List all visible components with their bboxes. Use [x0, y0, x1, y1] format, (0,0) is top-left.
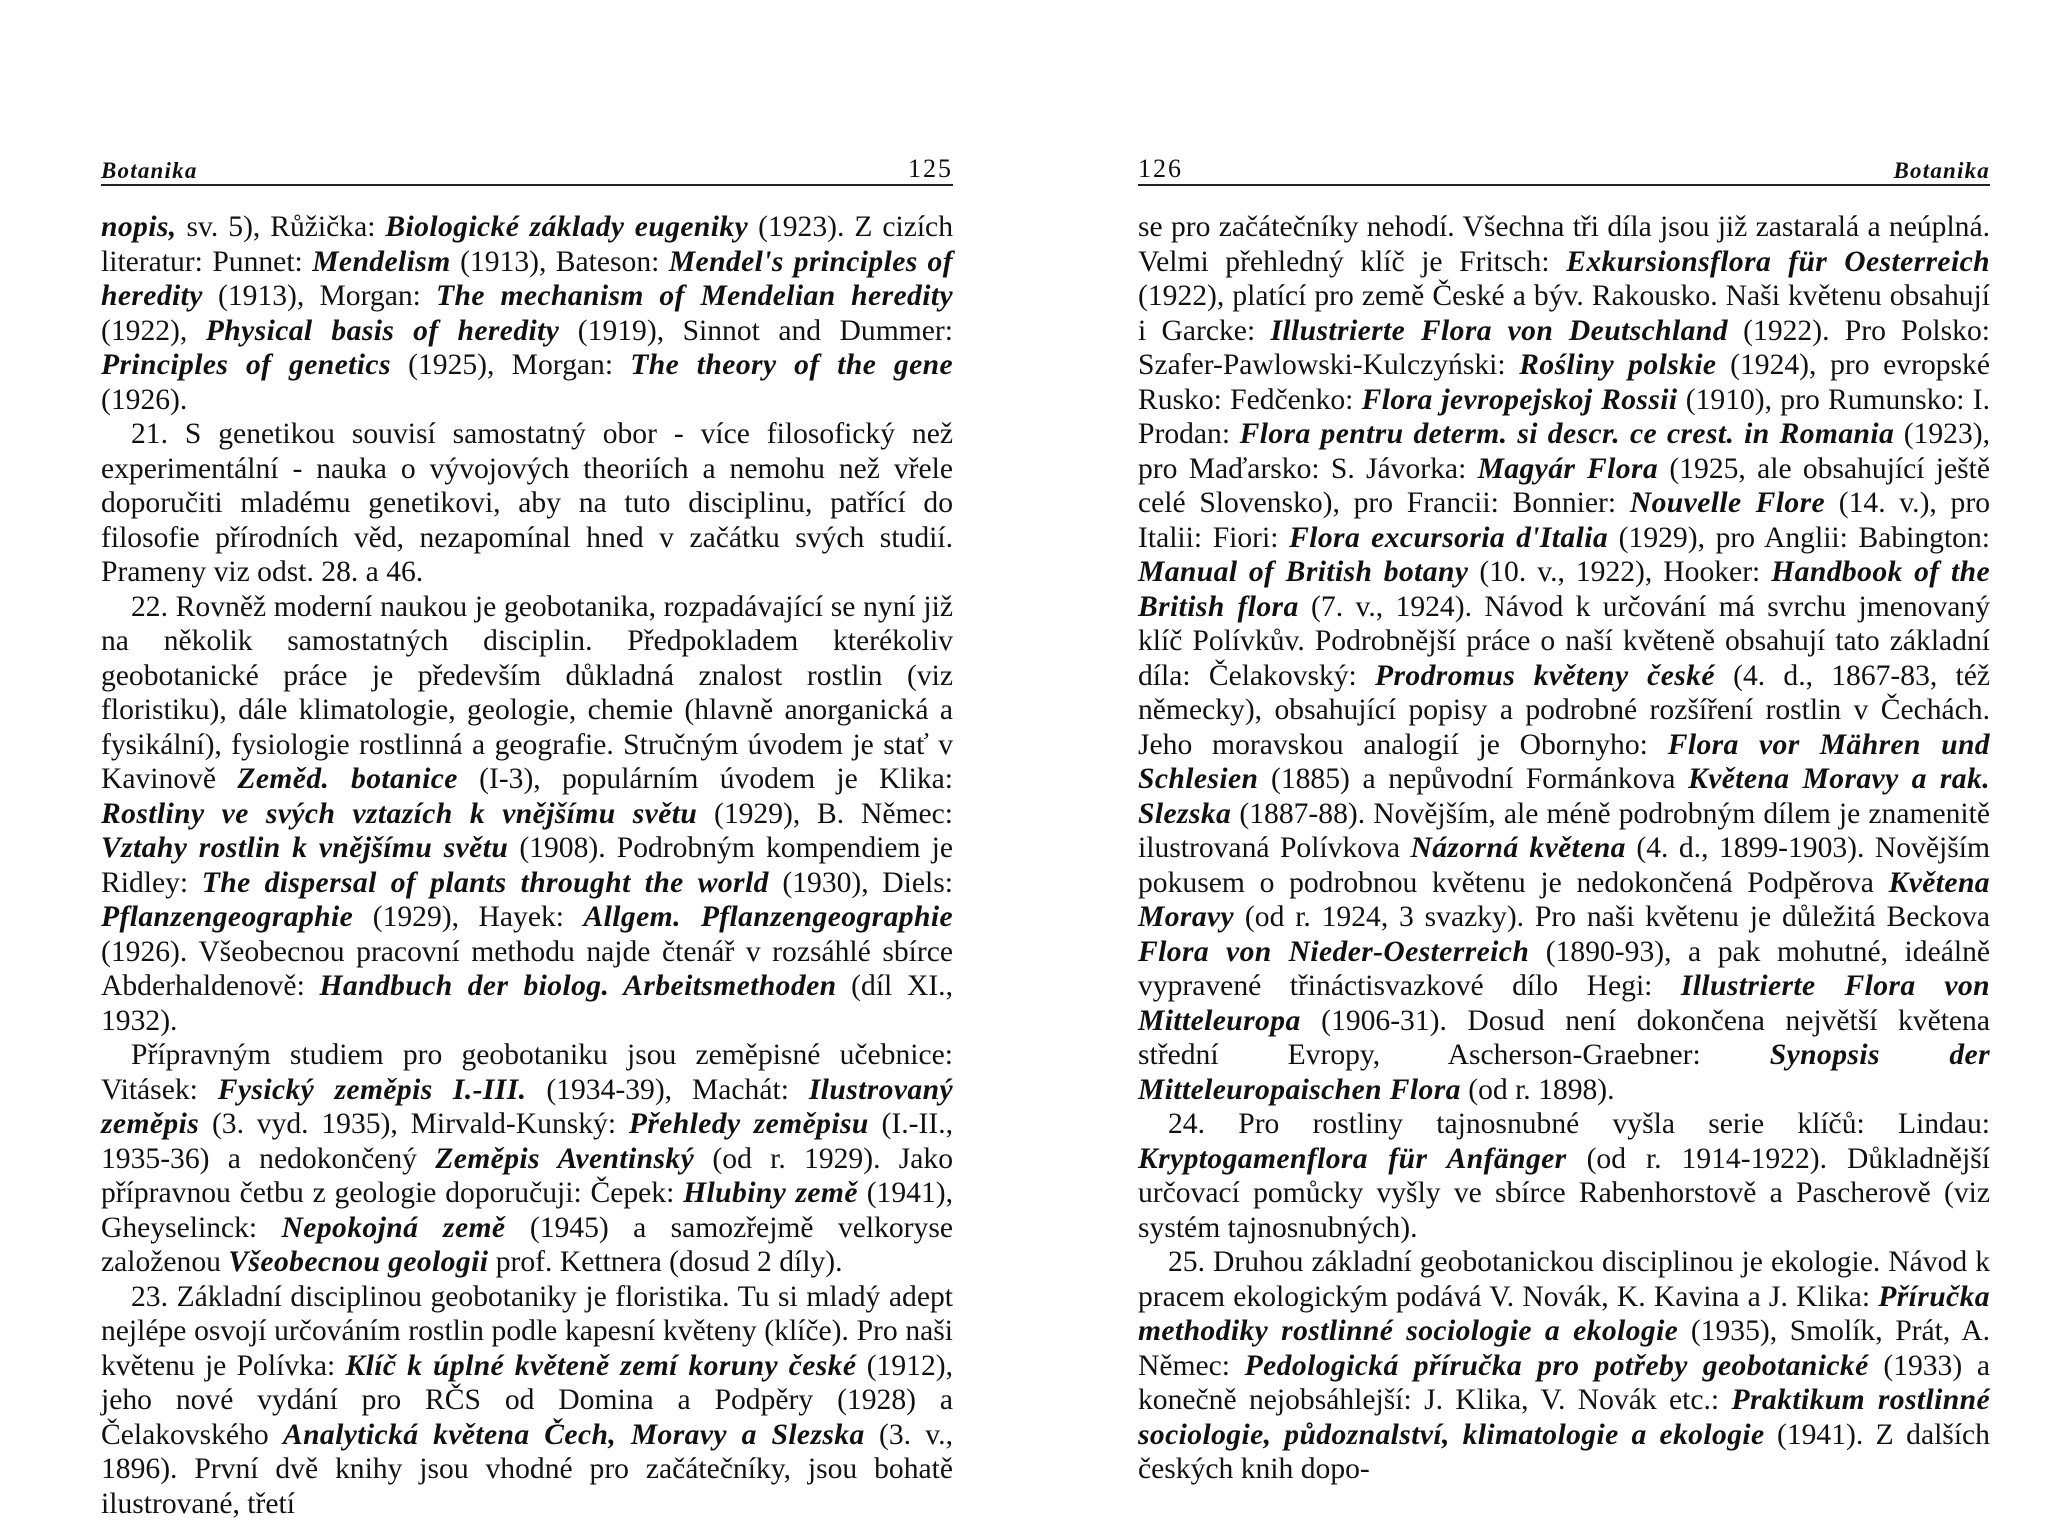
italic-title: Nepokojná země [282, 1212, 506, 1244]
italic-title: Analytická květena Čech, Moravy a Slezska [283, 1419, 865, 1451]
italic-title: Zeměd. botanice [237, 763, 457, 795]
text-run: (1926). [101, 384, 187, 416]
text-run: (1929), B. Němec: [697, 798, 953, 830]
italic-title: nopis, [101, 211, 177, 243]
text-run: (1924), pro evropské Rusko: Fedčenko: [1138, 349, 1990, 416]
italic-title: Physical basis of heredity [206, 315, 560, 347]
italic-title: Handbuch der biolog. Arbeitsmethoden [320, 970, 837, 1002]
text-run: (I.-II., 1935-36) a nedokončený [101, 1108, 953, 1175]
text-run: (7. v., 1924). Návod k určování má svrchu jmenovaný klíč Polívkův. Podrobnější práce o naší květeně obsahují tato základní díla: Čelakovský: [1138, 591, 1990, 692]
italic-title: Fysický zeměpis I.-III. [218, 1074, 527, 1106]
text-run: (1912), jeho nové vydání pro RČS od Domina a Podpěry (1928) a Čelakovského [101, 1350, 953, 1451]
italic-title: Prodromus květeny české [1375, 660, 1715, 692]
italic-title: Klíč k úplné květeně zemí koruny české [346, 1350, 857, 1382]
text-run: (3. v., 1896). První dvě knihy jsou vhodné pro začátečníky, jsou bohatě ilustrované, třetí [101, 1419, 953, 1520]
text-run: 22. Rovněž moderní naukou je geobotanika, rozpadávající se nyní již na několik samostatných disciplin. Předpokladem kterékoliv geobotanické práce je především důkladná znalost rostlin (viz floristiku), dále klimatologie, geologie, chemie (hlavně anorganická a fysikální), fysiologie rostlinná a geografie. Stručným úvodem je stať v Kavinově [101, 591, 953, 796]
text-run: prof. Kettnera (dosud 2 díly). [488, 1246, 842, 1278]
text-run: (1913), Morgan: [203, 280, 436, 312]
text-run: sv. 5), Růžička: [177, 211, 386, 243]
text-run: 21. S genetikou souvisí samostatný obor - více filosofický než experimentální - nauka o vývojových theoriích a nemohu než vřele doporučiti mladému genetikovi, aby na tuto disciplinu, patřící do filosofie přírodních věd, nezapomínal hned v začátku svých studií. Prameny viz odst. 28. a 46. [101, 418, 953, 588]
text-run: (1906-31). Dosud není dokončena největší květena střední Evropy, Ascherson-Graebner: [1138, 1005, 1990, 1072]
text-run: (1935), Smolík, Prát, A. Němec: [1138, 1315, 1990, 1382]
body-text [101, 210, 953, 1521]
text-run: (1929), pro Anglii: Babington: [1608, 522, 1990, 554]
italic-title: Rostliny ve svých vztazích k vnějšímu světu [101, 798, 697, 830]
text-run: (4. d., 1899-1903). Novějším pokusem o podrobnou květenu je nedokončená Podpěrova [1138, 832, 1990, 899]
italic-title: Flora pentru determ. si descr. ce crest. in Romania [1240, 418, 1895, 450]
italic-title: Allgem. Pflanzengeographie [584, 901, 953, 933]
italic-title: Principles of genetics [101, 349, 391, 381]
text-run: (1910), pro Rumunsko: I. Prodan: [1138, 384, 1990, 451]
italic-title: Příručka methodiky rostlinné sociologie a ekologie [1138, 1281, 1990, 1348]
text-run: (1885) a nepůvodní Formánkova [1258, 763, 1688, 795]
text-run: (1930), Diels: [769, 867, 953, 899]
running-head [101, 148, 953, 186]
text-run: (díl XI., 1932). [101, 970, 953, 1037]
text-run: (od r. 1914-1922). Důkladnější určovací pomůcky vyšly ve sbírce Rabenhorstově a Pascherově (viz systém tajnosnubných). [1138, 1143, 1990, 1244]
italic-title: Pflanzengeographie [101, 901, 353, 933]
italic-title: Kryptogamenflora für Anfänger [1138, 1143, 1567, 1175]
italic-title: Zeměpis Aventinský [435, 1143, 694, 1175]
italic-title: Vztahy rostlin k vnějšímu světu [101, 832, 508, 864]
text-run: (I-3), populárním úvodem je Klika: [458, 763, 953, 795]
text-run: (1941), Gheyselinck: [101, 1177, 953, 1244]
page-number: 126 [1138, 154, 1183, 184]
text-run: (1945) a samozřejmě velkoryse založenou [101, 1212, 953, 1279]
text-run: (1887-88). Novějším, ale méně podrobným dílem je znamenitě ilustrovaná Polívkova [1138, 798, 1990, 865]
italic-title: Flora excursoria d'Italia [1289, 522, 1608, 554]
text-run: (1929), Hayek: [353, 901, 583, 933]
text-run: (1925, ale obsahující ještě celé Slovensko), pro Francii: Bonnier: [1138, 453, 1990, 520]
body-text [1138, 210, 1990, 1487]
text-run: (1933) a konečně nejobsáhlejší: J. Klika, V. Novák etc.: [1138, 1350, 1990, 1417]
text-run: (1926). Všeobecnou pracovní methodu najde čtenář v rozsáhlé sbírce Abderhaldenově: [101, 936, 953, 1003]
text-run: (1922). Pro Polsko: Szafer-Pawlowski-Kulczyński: [1138, 315, 1990, 382]
italic-title: Illustrierte Flora von Deutschland [1270, 315, 1727, 347]
italic-title: Synopsis der Mitteleuropaischen Flora [1138, 1039, 1990, 1106]
italic-title: Flora vor Mähren und Schlesien [1138, 729, 1990, 796]
text-run: (1934-39), Machát: [526, 1074, 808, 1106]
italic-title: Exkursionsflora für Oesterreich [1566, 246, 1990, 278]
text-run: 24. Pro rostliny tajnosnubné vyšla serie klíčů: Lindau: [1168, 1108, 1990, 1140]
paragraph [101, 590, 953, 1039]
text-run: (1923). Z cizích literatur: Punnet: [101, 211, 953, 278]
italic-title: Květena Moravy a rak. Slezska [1138, 763, 1990, 830]
italic-title: Illustrierte Flora von Mitteleuropa [1138, 970, 1990, 1037]
italic-title: Nouvelle Flore [1630, 487, 1825, 519]
italic-title: Pedologická příručka pro potřeby geobotanické [1245, 1350, 1869, 1382]
text-run: (1941). Z dalších českých knih dopo- [1138, 1419, 1990, 1486]
text-run: (1908). Podrobným kompendiem je Ridley: [101, 832, 953, 899]
section-title: Botanika [101, 158, 198, 184]
italic-title: Názorná květena [1410, 832, 1625, 864]
italic-title: Všeobecnou geologii [228, 1246, 488, 1278]
italic-title: Flora jevropejskoj Rossii [1362, 384, 1678, 416]
italic-title: Handbook of the British flora [1138, 556, 1990, 623]
text-run: 25. Druhou základní geobotanickou disciplinou je ekologie. Návod k pracem ekologickým podává V. Novák, K. Kavina a J. Klika: [1138, 1246, 1990, 1313]
italic-title: Hlubiny země [683, 1177, 858, 1209]
text-run: (od r. 1898). [1461, 1074, 1615, 1106]
text-run: (1922), platící pro země České a býv. Rakousko. Naši květenu obsahují i Garcke: [1138, 280, 1990, 347]
text-run: (od r. 1924, 3 svazky). Pro naši květenu je důležitá Beckova [1234, 901, 1990, 933]
italic-title: The mechanism of Mendelian heredity [436, 280, 953, 312]
text-run: 23. Základní disciplinou geobotaniky je floristika. Tu si mladý adept nejlépe osvojí určováním rostlin podle kapesní květeny (klíče). Pro naši květenu je Polívka: [101, 1281, 953, 1382]
page-number: 125 [908, 154, 953, 184]
left-page [101, 148, 953, 1521]
text-run: (4. d., 1867-83, též německy), obsahující popisy a podrobné rozšíření rostlin v Čechách. Jeho moravskou analogií je Obornyho: [1138, 660, 1990, 761]
text-run: (1922), [101, 315, 206, 347]
italic-title: The dispersal of plants throught the world [202, 867, 769, 899]
paragraph [1138, 1245, 1990, 1487]
text-run: (10. v., 1922), Hooker: [1468, 556, 1771, 588]
paragraph [101, 1280, 953, 1521]
right-page [1138, 148, 1990, 1487]
text-run: (1890-93), a pak mohutné, ideálně vypravené třináctisvazkové dílo Hegi: [1138, 936, 1990, 1003]
paragraph [1138, 210, 1990, 1107]
italic-title: Manual of British botany [1138, 556, 1468, 588]
text-run: (1923), pro Maďarsko: S. Jávorka: [1138, 418, 1990, 485]
italic-title: Přehledy zeměpisu [629, 1108, 869, 1140]
italic-title: Biologické základy eugeniky [385, 211, 748, 243]
text-run: (3. vyd. 1935), Mirvald-Kunský: [199, 1108, 629, 1140]
italic-title: Mendel's principles of heredity [101, 246, 953, 313]
running-head [1138, 148, 1990, 186]
italic-title: The theory of the gene [630, 349, 953, 381]
italic-title: Praktikum rostlinné sociologie, půdoznalství, klimatologie a ekologie [1138, 1384, 1990, 1451]
text-run: (1919), Sinnot and Dummer: [559, 315, 953, 347]
text-run: (1913), Bateson: [451, 246, 669, 278]
section-title: Botanika [1893, 158, 1990, 184]
italic-title: Rośliny polskie [1519, 349, 1716, 381]
paragraph [101, 417, 953, 590]
italic-title: Mendelism [312, 246, 450, 278]
text-run: (14. v.), pro Italii: Fiori: [1138, 487, 1990, 554]
italic-title: Magyár Flora [1478, 453, 1659, 485]
text-run: Přípravným studiem pro geobotaniku jsou zeměpisné učebnice: Vitásek: [101, 1039, 953, 1106]
italic-title: Ilustrovaný zeměpis [101, 1074, 953, 1141]
italic-title: Květena Moravy [1138, 867, 1990, 934]
paragraph [1138, 1107, 1990, 1245]
paragraph [101, 1038, 953, 1280]
text-run: (1925), Morgan: [391, 349, 630, 381]
text-run: (od r. 1929). Jako přípravnou četbu z geologie doporučuji: Čepek: [101, 1143, 953, 1210]
text-run: se pro začátečníky nehodí. Všechna tři díla jsou již zastaralá a neúplná. Velmi přehledný klíč je Fritsch: [1138, 211, 1990, 278]
paragraph [101, 210, 953, 417]
italic-title: Flora von Nieder-Oesterreich [1138, 936, 1529, 968]
